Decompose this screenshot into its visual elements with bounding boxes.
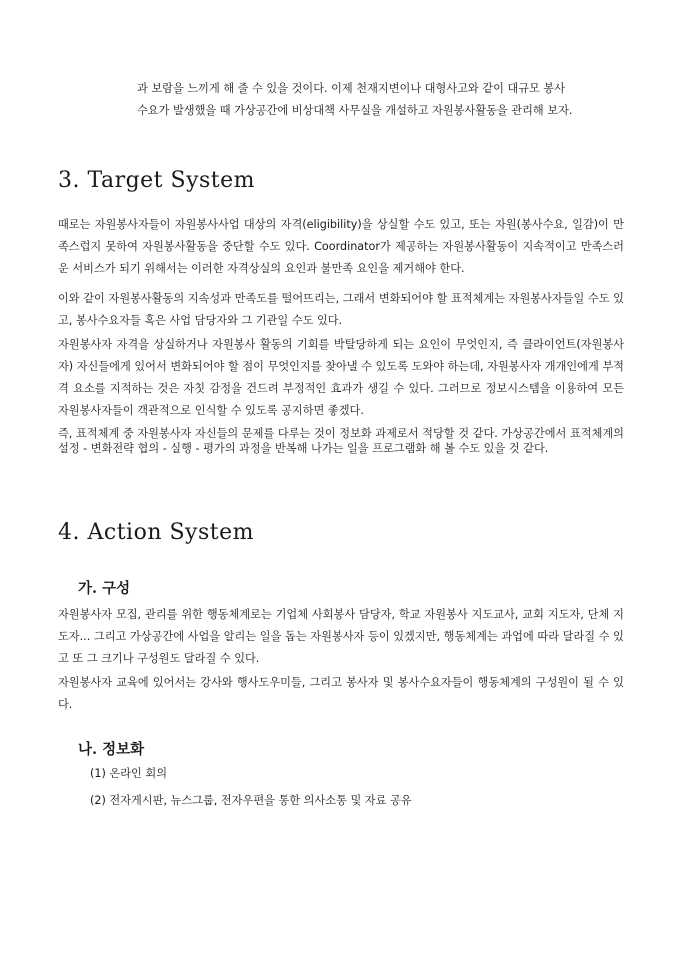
intro-line: 과 보람을 느끼게 해 줄 수 있을 것이다. 이제 천재지변이나 대형사고와 같이 대규모 봉사 [137,82,566,95]
section-4a-title: 가. 구성 [78,580,131,597]
section-3-paragraph-4: 즉, 표적체계 중 자원봉사자 자신들의 문제를 다루는 것이 정보화 과제로서 적당할 것 같다. 가상공간에서 표적체계의 설정 - 변화전략 협의 - 실행 - 평가의 과정을 반복해 나가는 일을 프로그램화 해 볼 수도 있을 것 같다. [58,427,624,455]
intro-paragraph [137,78,625,122]
section-4a-paragraph-1: 자원봉사자 모집, 관리를 위한 행동체계로는 기업체 사회봉사 담당자, 학교 자원봉사 지도교사, 교회 지도자, 단체 지도자... 그리고 가상공간에 사업을 알리는 일을 돕는 자원봉사자 등이 있겠지만, 행동체계는 과업에 따라 달라질 수 있고 또 그 크기나 구성원도 달라질 수 있다. [58,608,624,665]
section-3-paragraph-3: 자원봉사자 자격을 상실하거나 자원봉사 활동의 기회를 박탈당하게 되는 요인이 무엇인지, 즉 클라이언트(자원봉사자) 자신들에게 있어서 변화되어야 할 점이 무엇인지를 찾아낼 수 있도록 도와야 하는데, 자원봉사자 개개인에게 부적격 요소를 지적하는 것은 자칫 감정을 건드려 부정적인 효과가 생길 수 있다. 그러므로 정보시스템을 이용하여 모든 자원봉사자들이 객관적으로 인식할 수 있도록 공지하면 좋겠다. [58,338,624,417]
section-3-paragraph-1: 때로는 자원봉사자들이 자원봉사사업 대상의 자격(eligibility)을 상실할 수도 있고, 또는 자원(봉사수요, 일감)이 만족스럽지 못하여 자원봉사활동을 중단할 수도 있다. Coordinator가 제공하는 자원봉사활동이 지속적이고 만족스러운 서비스가 되기 위해서는 이러한 자격상실의 요인과 불만족 요인을 제거해야 한다. [58,218,624,275]
section-4-title: 4. Action System [58,520,254,545]
section-3-title: 3. Target System [58,168,256,193]
list-item: (1) 온라인 회의 [90,767,167,780]
list-item: (2) 전자게시판, 뉴스그룹, 전자우편을 통한 의사소통 및 자료 공유 [90,794,412,807]
section-4a-paragraph-2: 자원봉사자 교육에 있어서는 강사와 행사도우미들, 그리고 봉사자 및 봉사수요자들이 행동체계의 구성원이 될 수 있다. [58,676,624,711]
section-3-paragraph-2: 이와 같이 자원봉사활동의 지속성과 만족도를 떨어뜨리는, 그래서 변화되어야 할 표적체계는 자원봉사자들일 수도 있고, 봉사수요자들 혹은 사업 담당자와 그 기관일 수도 있다. [58,292,624,327]
intro-line: 수요가 발생했을 때 가상공간에 비상대책 사무실을 개설하고 자원봉사활동을 관리해 보자. [137,104,573,117]
section-4b-title: 나. 정보화 [78,741,145,758]
